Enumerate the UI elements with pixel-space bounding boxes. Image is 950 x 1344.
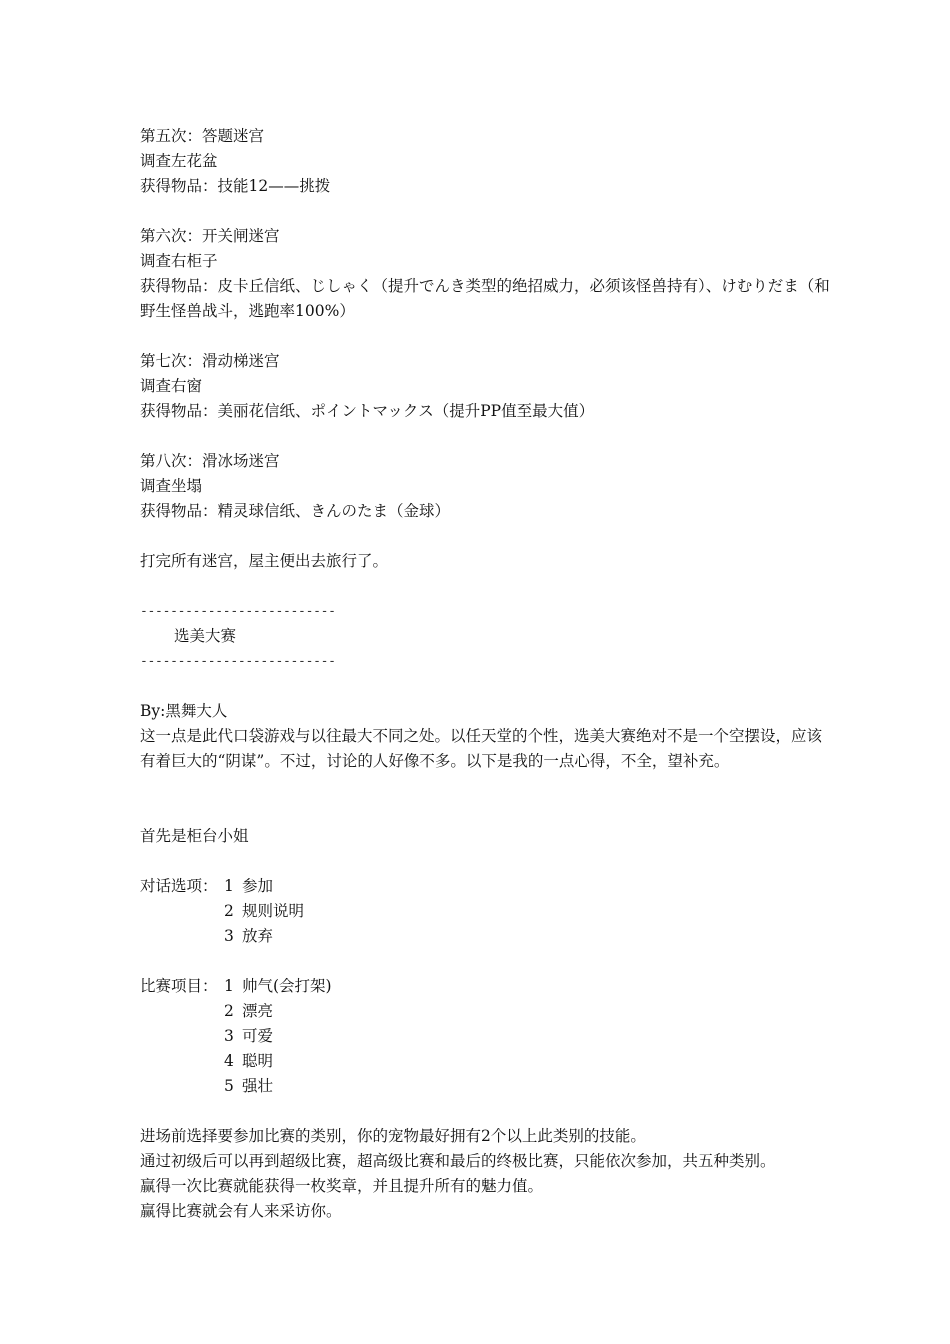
event-options-list [140, 974, 830, 1099]
list-item [140, 924, 830, 949]
maze-6-block [140, 224, 830, 324]
list-item [140, 1074, 830, 1099]
option-number: 2 [224, 1002, 234, 1020]
event-options-label: 比赛项目： [140, 977, 218, 995]
list-item [140, 874, 830, 899]
notes-block [140, 1124, 830, 1224]
maze-5-investigate: 调查左花盆 [140, 152, 218, 170]
option-number: 3 [224, 927, 234, 945]
maze-7-items: 获得物品：美丽花信纸、ポイントマックス（提升PP值至最大值） [140, 402, 595, 420]
maze-8-block [140, 449, 830, 524]
dialog-options-label: 对话选项： [140, 877, 218, 895]
note-line: 赢得一次比赛就能获得一枚奖章，并且提升所有的魅力值。 [140, 1177, 544, 1195]
document-page [140, 124, 830, 1224]
maze-6-investigate: 调查右柜子 [140, 252, 218, 270]
author-line: By:黑舞大人 [140, 702, 228, 720]
maze-8-title: 第八次：滑冰场迷宫 [140, 452, 280, 470]
option-text: 漂亮 [242, 1002, 274, 1020]
list-item [140, 1024, 830, 1049]
counter-heading: 首先是柜台小姐 [140, 827, 249, 845]
option-number: 5 [224, 1077, 234, 1095]
option-text: 参加 [242, 877, 274, 895]
note-line: 进场前选择要参加比赛的类别，你的宠物最好拥有2个以上此类别的技能。 [140, 1127, 646, 1145]
list-item [140, 999, 830, 1024]
option-number: 1 [224, 877, 234, 895]
intro-paragraph: 这一点是此代口袋游戏与以往最大不同之处。以任天堂的个性，选美大赛绝对不是一个空摆设，应该有着巨大的“阴谋”。不过，讨论的人好像不多。以下是我的一点心得，不全，望补充。 [140, 727, 823, 770]
option-number: 2 [224, 902, 234, 920]
option-number: 3 [224, 1027, 234, 1045]
maze-7-title: 第七次：滑动梯迷宫 [140, 352, 280, 370]
list-item [140, 1049, 830, 1074]
option-text: 帅气(会打架) [242, 977, 332, 995]
divider-top: -------------------------- [140, 604, 336, 619]
option-text: 规则说明 [242, 902, 305, 920]
maze-7-investigate: 调查右窗 [140, 377, 203, 395]
list-item [140, 899, 830, 924]
option-text: 放弃 [242, 927, 274, 945]
maze-5-block [140, 124, 830, 199]
option-text: 强壮 [242, 1077, 274, 1095]
note-line: 通过初级后可以再到超级比赛，超高级比赛和最后的终极比赛，只能依次参加，共五种类别。 [140, 1152, 776, 1170]
divider-bottom: -------------------------- [140, 654, 336, 669]
option-text: 聪明 [242, 1052, 274, 1070]
dialog-options-list [140, 874, 830, 949]
maze-8-investigate: 调查坐塌 [140, 477, 203, 495]
maze-6-items: 获得物品：皮卡丘信纸、じしゃく（提升でんき类型的绝招威力，必须该怪兽持有）、けむりだま（和野生怪兽战斗，逃跑率100%） [140, 277, 830, 320]
maze-8-items: 获得物品：精灵球信纸、きんのたま（金球） [140, 502, 451, 520]
maze-6-title: 第六次：开关闸迷宫 [140, 227, 280, 245]
section-title: 选美大赛 [174, 627, 237, 645]
maze-7-block [140, 349, 830, 424]
maze-5-items: 获得物品：技能12——挑拨 [140, 177, 331, 195]
option-number: 1 [224, 977, 234, 995]
note-line: 赢得比赛就会有人来采访你。 [140, 1202, 342, 1220]
maze-5-title: 第五次：答题迷宫 [140, 127, 265, 145]
list-item [140, 974, 830, 999]
conclusion-text: 打完所有迷宫，屋主便出去旅行了。 [140, 552, 389, 570]
option-number: 4 [224, 1052, 234, 1070]
option-text: 可爱 [242, 1027, 274, 1045]
